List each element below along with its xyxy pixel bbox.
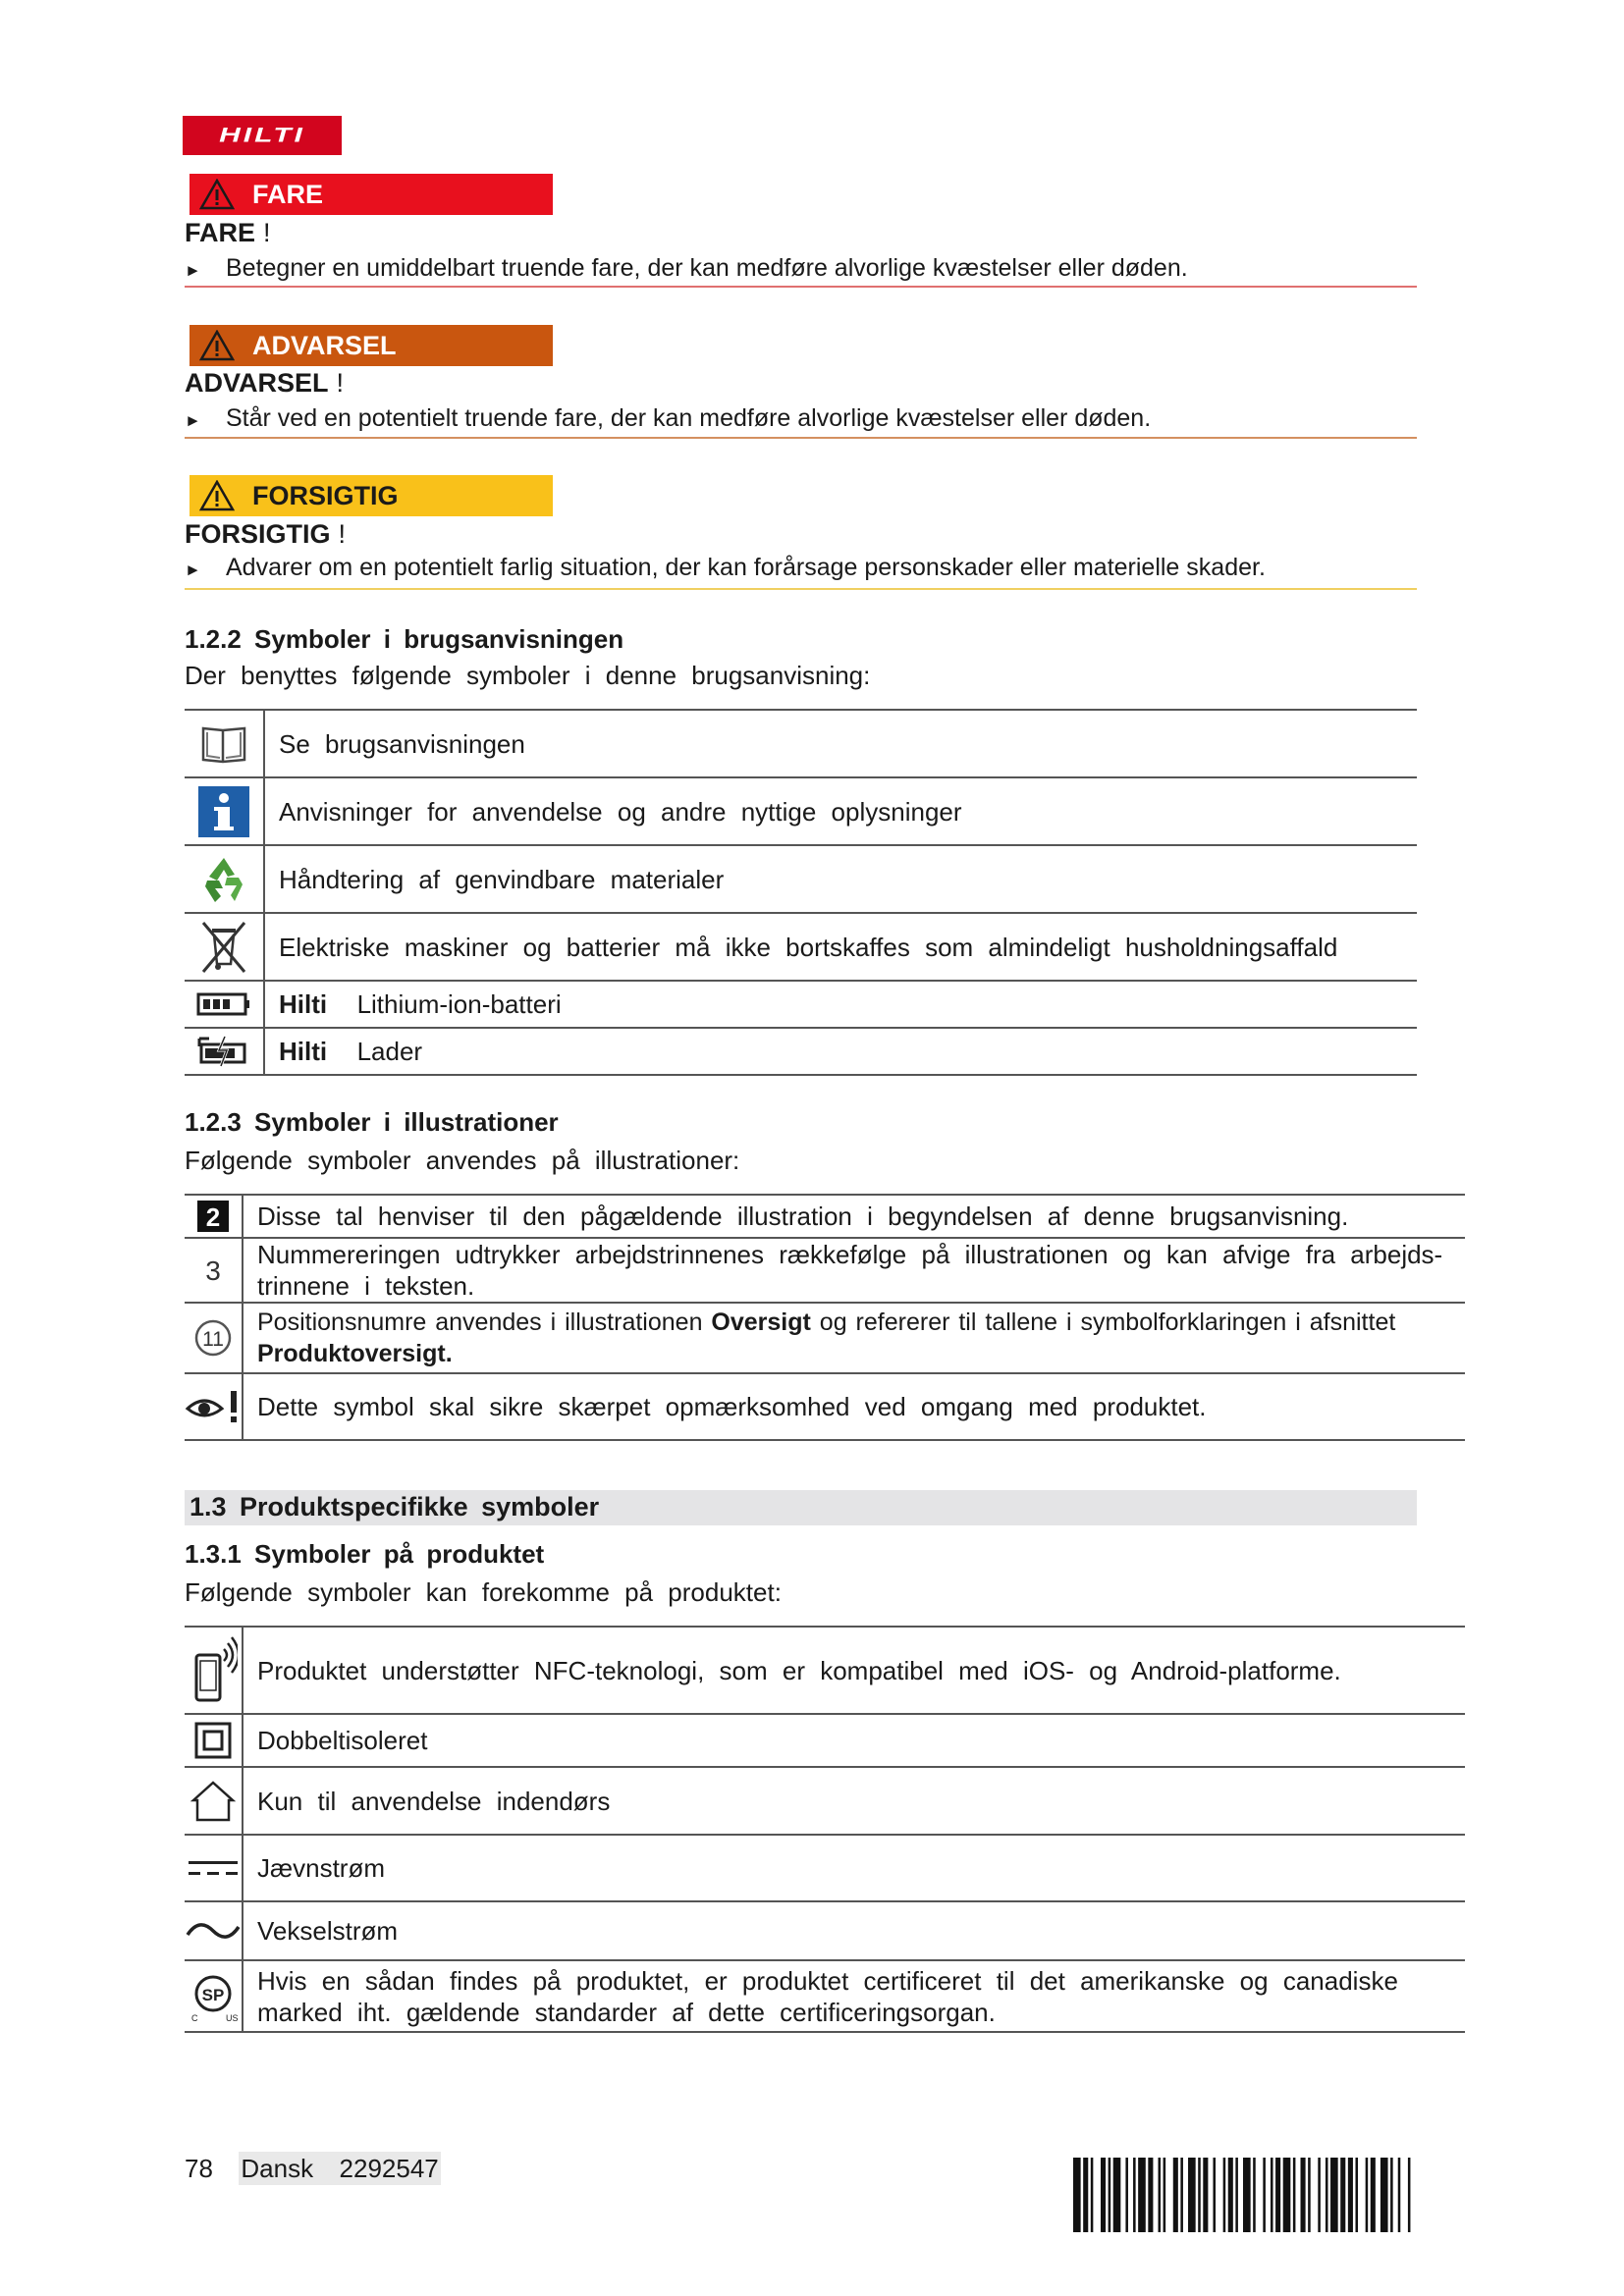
barcode-bar	[1355, 2158, 1358, 2232]
warning-triangle-icon	[199, 330, 235, 361]
table-row	[185, 1627, 1465, 1714]
symbol-description	[243, 1238, 1465, 1303]
barcode-bar	[1213, 2158, 1216, 2232]
section-heading-1-3-1: 1.3.1 Symboler på produktet	[185, 1539, 545, 1569]
signal-bar-label: ADVARSEL	[252, 330, 397, 360]
barcode-bar	[1203, 2158, 1208, 2232]
symbol-table-manual	[185, 709, 1417, 1076]
signal-rule	[185, 286, 1417, 288]
barcode-bar	[1283, 2158, 1291, 2232]
symbol-description	[264, 981, 1417, 1028]
symbol-description: Jævnstrøm	[243, 1835, 1465, 1901]
barcode-bar	[1243, 2158, 1251, 2232]
symbol-description: Vekselstrøm	[243, 1901, 1465, 1960]
symbol-description-text: og refererer til tallene i symbolforklaringen i afsnittet	[810, 1308, 1396, 1336]
csa-cert-sub-right: US	[226, 2012, 239, 2023]
signal-description-text: Står ved en potentielt truende fare, der kan medføre alvorlige kvæstelser eller døden.	[226, 404, 1152, 432]
barcode	[1073, 2158, 1413, 2232]
bold-term: Oversigt	[711, 1308, 811, 1336]
signal-heading	[185, 368, 344, 399]
symbol-description: Håndtering af genvindbare materialer	[264, 845, 1417, 913]
barcode-bar	[1188, 2158, 1196, 2232]
barcode-bar	[1293, 2158, 1296, 2232]
signal-rule	[185, 437, 1417, 439]
barcode-bar	[1390, 2158, 1393, 2232]
barcode-bar	[1109, 2158, 1111, 2232]
page-footer	[185, 2154, 441, 2184]
barcode-bar	[1198, 2158, 1201, 2232]
symbol-cell	[185, 1373, 243, 1440]
symbol-description: Produktet understøtter NFC-teknologi, som er kompatibel med iOS- og Android-platforme.	[243, 1627, 1465, 1714]
signal-description-text: Betegner en umiddelbart truende fare, der kan medføre alvorlige kvæstelser eller døden.	[226, 254, 1188, 282]
position-number-icon	[193, 1318, 233, 1358]
battery-icon	[196, 991, 251, 1017]
crossed-bin-icon	[199, 919, 248, 976]
alternating-current-icon	[185, 1917, 242, 1945]
signal-heading-bang: !	[263, 218, 271, 247]
table-row	[185, 1767, 1465, 1835]
symbol-description-text: Lithium-ion-batteri	[356, 989, 562, 1019]
signal-rule	[185, 588, 1417, 590]
barcode-bar	[1263, 2158, 1266, 2232]
table-row	[185, 913, 1417, 981]
symbol-cell	[185, 1767, 243, 1835]
signal-heading-bang: !	[336, 368, 345, 398]
table-row	[185, 1373, 1465, 1440]
charger-icon	[195, 1035, 252, 1068]
barcode-bar	[1228, 2158, 1233, 2232]
symbol-table-product	[185, 1626, 1465, 2033]
symbol-cell	[185, 710, 264, 777]
barcode-bar	[1308, 2158, 1311, 2232]
bold-term: Produktoversigt.	[257, 1340, 453, 1367]
step-number-label: 3	[205, 1255, 221, 1286]
bullet-arrow-icon: ►	[185, 411, 201, 430]
barcode-bar	[1371, 2158, 1376, 2232]
step-number-icon	[195, 1253, 231, 1288]
hilti-logo	[183, 116, 342, 155]
csa-cert-sub-left: C	[191, 2012, 198, 2023]
barcode-bar	[1091, 2158, 1094, 2232]
symbol-cell	[185, 1960, 243, 2032]
symbol-cell	[185, 1627, 243, 1714]
footer-language-doc	[239, 2152, 440, 2185]
signal-description	[185, 404, 1151, 433]
attention-eye-icon	[185, 1389, 242, 1424]
signal-bar-label: FARE	[252, 179, 324, 209]
figure-number-label: 2	[205, 1202, 221, 1232]
signal-heading	[185, 519, 346, 550]
section-intro: Følgende symboler anvendes på illustrationer:	[185, 1146, 740, 1175]
symbol-description: Disse tal henviser til den pågældende illustration i begyndelsen af denne brugsanvisning.	[243, 1195, 1465, 1238]
symbol-description	[264, 1028, 1417, 1075]
section-bar-1-3	[185, 1490, 1417, 1525]
barcode-bar	[1125, 2158, 1128, 2232]
symbol-description-text: Nummereringen udtrykker arbejdstrinnenes rækkefølge på illustrationen og kan afvige fra arbejds-trinnene i teksten.	[257, 1240, 1443, 1301]
symbol-description: Elektriske maskiner og batterier må ikke bortskaffes som almindeligt husholdningsaffald	[264, 913, 1417, 981]
warning-triangle-icon	[199, 480, 235, 511]
barcode-bar	[1318, 2158, 1321, 2232]
double-insulated-icon	[193, 1721, 233, 1760]
symbol-cell	[185, 845, 264, 913]
indoor-house-icon	[189, 1779, 237, 1824]
symbol-description: Kun til anvendelse indendørs	[243, 1767, 1465, 1835]
barcode-bar	[1083, 2158, 1088, 2232]
symbol-cell	[185, 981, 264, 1028]
signal-description-text: Advarer om en potentielt farlig situation, der kan forårsage personskader eller materielle skader.	[226, 554, 1266, 581]
brand-text: Hilti	[279, 1037, 328, 1066]
signal-bar-danger	[189, 174, 553, 215]
barcode-bar	[1133, 2158, 1136, 2232]
table-row	[185, 710, 1417, 777]
csa-cert-label: SP	[201, 1985, 225, 2004]
manual-book-icon	[199, 722, 248, 766]
barcode-bar	[1173, 2158, 1178, 2232]
barcode-bar	[1340, 2158, 1345, 2232]
position-number-label: 11	[202, 1328, 224, 1351]
barcode-bar	[1235, 2158, 1238, 2232]
symbol-cell	[185, 1714, 243, 1767]
table-row	[185, 1835, 1465, 1901]
symbol-cell	[185, 1303, 243, 1373]
barcode-bar	[1275, 2158, 1280, 2232]
signal-description	[185, 554, 1266, 582]
barcode-bar	[1113, 2158, 1121, 2232]
warning-triangle-icon	[199, 179, 235, 210]
signal-heading-bang: !	[338, 519, 347, 549]
signal-description	[185, 254, 1188, 283]
bullet-arrow-icon: ►	[185, 261, 201, 280]
nfc-phone-icon	[189, 1635, 238, 1706]
barcode-bar	[1180, 2158, 1183, 2232]
info-icon	[197, 785, 250, 838]
footer-language: Dansk	[241, 2154, 314, 2183]
symbol-description	[243, 1303, 1465, 1373]
barcode-bar	[1253, 2158, 1256, 2232]
symbol-cell	[185, 1195, 243, 1238]
barcode-bar	[1138, 2158, 1146, 2232]
section-intro: Følgende symboler kan forekomme på produktet:	[185, 1577, 782, 1607]
symbol-description-text: Positionsnumre anvendes i illustrationen	[257, 1308, 712, 1336]
symbol-description-text: Lader	[356, 1037, 423, 1066]
barcode-bar	[1326, 2158, 1328, 2232]
symbol-cell	[185, 1238, 243, 1303]
barcode-bar	[1301, 2158, 1306, 2232]
table-row	[185, 1303, 1465, 1373]
symbol-cell	[185, 1835, 243, 1901]
barcode-bar	[1380, 2158, 1388, 2232]
direct-current-icon	[187, 1856, 240, 1880]
footer-doc-number: 2292547	[339, 2154, 439, 2183]
barcode-bar	[1148, 2158, 1153, 2232]
page-number: 78	[185, 2154, 213, 2183]
table-row	[185, 1238, 1465, 1303]
signal-heading-text: ADVARSEL	[185, 368, 329, 398]
symbol-cell	[185, 777, 264, 845]
signal-bar-label: FORSIGTIG	[252, 480, 399, 510]
symbol-description: Anvisninger for anvendelse og andre nyttige oplysninger	[264, 777, 1417, 845]
barcode-bar	[1330, 2158, 1338, 2232]
figure-number-icon	[195, 1199, 231, 1234]
signal-heading	[185, 218, 271, 248]
symbol-description: Dette symbol skal sikre skærpet opmærksomhed ved omgang med produktet.	[243, 1373, 1465, 1440]
barcode-bar	[1398, 2158, 1401, 2232]
table-row	[185, 1028, 1417, 1075]
barcode-bar	[1348, 2158, 1353, 2232]
table-row	[185, 1714, 1465, 1767]
table-row	[185, 1195, 1465, 1238]
table-row	[185, 981, 1417, 1028]
barcode-bar	[1159, 2158, 1162, 2232]
table-row	[185, 1960, 1465, 2032]
section-heading-1-2-2: 1.2.2 Symboler i brugsanvisningen	[185, 624, 624, 654]
signal-bar-warning	[189, 325, 553, 366]
signal-heading-text: FORSIGTIG	[185, 519, 331, 549]
barcode-bar	[1271, 2158, 1273, 2232]
symbol-cell	[185, 913, 264, 981]
logo-text: HILTI	[219, 124, 305, 147]
symbol-table-illustrations	[185, 1194, 1465, 1441]
symbol-description: Se brugsanvisningen	[264, 710, 1417, 777]
recycle-icon	[197, 853, 250, 906]
section-heading-1-3: 1.3 Produktspecifikke symboler	[189, 1492, 600, 1522]
csa-cert-icon	[187, 1970, 240, 2023]
section-heading-1-2-3: 1.2.3 Symboler i illustrationer	[185, 1107, 559, 1137]
table-row	[185, 845, 1417, 913]
barcode-bar	[1223, 2158, 1226, 2232]
barcode-bar	[1164, 2158, 1166, 2232]
symbol-description	[243, 1960, 1465, 2032]
brand-text: Hilti	[279, 989, 328, 1019]
barcode-bar	[1408, 2158, 1411, 2232]
section-intro: Der benyttes følgende symboler i denne brugsanvisning:	[185, 661, 871, 690]
bullet-arrow-icon: ►	[185, 561, 201, 579]
signal-heading-text: FARE	[185, 218, 256, 247]
table-row	[185, 777, 1417, 845]
barcode-bar	[1366, 2158, 1369, 2232]
symbol-description: Dobbeltisoleret	[243, 1714, 1465, 1767]
barcode-bar	[1073, 2158, 1081, 2232]
symbol-cell	[185, 1028, 264, 1075]
table-row	[185, 1901, 1465, 1960]
symbol-cell	[185, 1901, 243, 1960]
symbol-description-text: Hvis en sådan findes på produktet, er produktet certificeret til det amerikanske og canadiske marked iht. gældende standarder af dette certificeringsorgan.	[257, 1965, 1398, 2027]
signal-bar-caution	[189, 475, 553, 516]
barcode-bar	[1101, 2158, 1106, 2232]
